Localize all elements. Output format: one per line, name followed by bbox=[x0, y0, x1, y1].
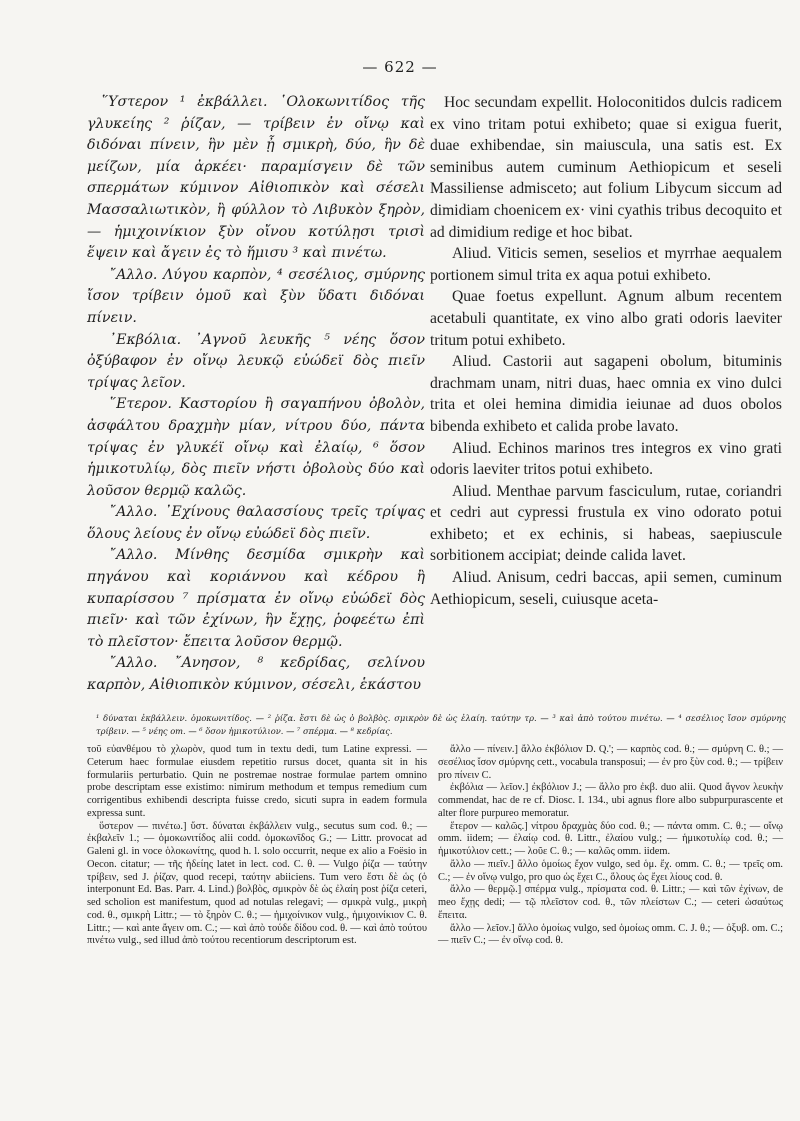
critical-note: ἄλλο — πιεῖν.] ἄλλο ὁμοίως ἔχον vulgo, sed ὁμ. ἔχ. omm. C. θ.; — τρεῖς om. C.; — ἐν οἴνῳ vulgo, pro quo ὡς ἔχει C., ὅλους ὡς ἔχει λίους cod. θ. bbox=[438, 858, 783, 883]
critical-note: ἐκβόλια — λεῖον.] ἐκβόλιον J.; — ἄλλο pro ἐκβ. duo alii. Quod ἄγνον λευκὴν commendat, hac de re cf. Diosc. I. 134., ubi agnus flore albo subpurpurascente et alter flore purpureo memoratur. bbox=[438, 782, 783, 819]
latin-paragraph: Aliud. Castorii aut sagapeni obolum, bituminis drachmam unam, nitri duas, haec omnia ex vino dulci trita et olei hemina dimidia ieiunae ad duos obolos bibenda exhibeto et calida probe lavato. bbox=[430, 353, 782, 435]
critical-note: ἄλλο — θερμῷ.] σπέρμα vulg., πρίσματα cod. θ. Littr.; — καὶ τῶν ἐχίνων, de meo ἔχῃς dedi; — τῷ πλεῖστον cod. θ., τῶν πλείστων C.; — ceteri ὡσαύτως ἔπειτα. bbox=[438, 884, 783, 921]
greek-paragraph: ῎Αλλο. ῎Ανησον, ⁸ κεδρίδας, σελίνου καρπὸν, Αἰθιοπικὸν κύμινον, σέσελι, ἑκάστου bbox=[87, 655, 425, 694]
critical-note: ἄλλο — λεῖον.] ἄλλο ὁμοίως vulgo, sed ὁμοίως omm. C. J. θ.; — ὀξυβ. om. C.; — πιεῖν C.; — ἐν οἴνῳ cod. θ. bbox=[438, 922, 783, 947]
greek-paragraph: ῎Αλλο. Λύγου καρπὸν, ⁴ σεσέλιος, σμύρνης ἴσον τρίβειν ὁμοῦ καὶ ξὺν ὕδατι διδόναι πίνειν. bbox=[87, 266, 425, 326]
greek-text-column bbox=[87, 92, 425, 697]
critical-notes-left bbox=[87, 744, 427, 948]
latin-paragraph: Hoc secundam expellit. Holoconitidos dulcis radicem ex vino tritam potui exhibeto; quae si exigua fuerit, duae exhibendae, sin maiuscula, una satis est. Ex seminibus autem cuminum Aethiopicum et seseli Massiliense admisceto; aut folium Libycum siccum ad dimidiam choenicem ex· vini cyathis tribus decoquito et ad dimidium redige et hoc bibat. bbox=[430, 94, 782, 241]
critical-note: ἄλλο — πίνειν.] ἄλλο ἐκβόλιον D. Q.'; — καρπὸς cod. θ.; — σμύρνη C. θ.; — σεσέλιος ἴσον σμύρνης cett., vocabula transposui; — ἐν pro ξὺν cod. θ.; — τρίβειν pro πίνειν C. bbox=[438, 744, 783, 781]
critical-note: τοῦ εὐανθέμου τὸ χλωρὸν, quod tum in textu dedi, tum Latine expressi. — Ceterum haec formulae eiusdem repetitio rursus docet, quanta sit in his formulariis perturbatio. Quin ne postremae nostrae formulae partem omnino probe descriptam esse existimo: nimirum methodum et tempus remedium cum corrigentibus exhibendi descripta fuisse credo, sicuti supra in eadem formula expressa sunt. bbox=[87, 744, 427, 819]
latin-paragraph: Aliud. Viticis semen, seselios et myrrhae aequalem portionem simul trita ex aqua potui exhibeto. bbox=[430, 245, 782, 284]
latin-paragraph: Aliud. Anisum, cedri baccas, apii semen, cuminum Aethiopicum, seseli, cuiusque aceta- bbox=[430, 569, 782, 608]
latin-paragraph: Aliud. Menthae parvum fasciculum, rutae, coriandri et cedri aut cypressi frustula ex vino odorato potui exhibeto; et ex echinis, si habeas, saepiuscule sorbitionem accipiat; deinde calida lavet. bbox=[430, 482, 782, 565]
greek-paragraph: ῞Ετερον. Καστορίου ἢ σαγαπήνου ὀβολὸν, ἀσφάλτου δραχμὴν μίαν, νίτρου δύο, πάντα τρίψας ἐν γλυκέϊ οἴνῳ καὶ ἐλαίῳ, ⁶ ὅσον ἡμικοτυλίῳ, δὸς πιεῖν νήστι ὀβολοὺς δύο καὶ λοῦσον θερμῷ καλῶς. bbox=[87, 396, 425, 499]
critical-note: ἕτερον — καλῶς.] νίτρου δραχμὰς δύο cod. θ.; — πάντα omm. C. θ.; — οἴνῳ omm. iidem; — ἐλαίῳ cod. θ. Littr., ἐλαίου vulg.; — ἡμικοτυλίῳ cod. θ.; — ἡμικοτύλιον cett.; — λοῦε C. θ.; — καλῶς omm. iidem. bbox=[438, 820, 783, 857]
page-number: — 622 — bbox=[362, 58, 438, 76]
greek-paragraph: ᾿Εκβόλια. ᾿Αγνοῦ λευκῆς ⁵ νέης ὅσον ὀξύβαφον ἐν οἴνῳ λευκῷ εὐώδεϊ δὸς πιεῖν τρίψας λεῖον. bbox=[87, 331, 425, 391]
critical-notes-right bbox=[438, 744, 783, 948]
greek-paragraph: ῎Αλλο. Μίνθης δεσμίδα σμικρὴν καὶ πηγάνου καὶ κοριάννου καὶ κέδρου ἢ κυπαρίσσου ⁷ πρίσματα ἐν οἴνῳ εὐώδεϊ δὸς πιεῖν· καὶ τῶν ἐχίνων, ἣν ἔχῃς, ῥοφεέτω ἐπὶ τὸ πλεῖστον· ἔπειτα λοῦσον θερμῷ. bbox=[87, 547, 425, 650]
greek-footnotes: ¹ δύναται ἐκβάλλειν. ὁμοκωνιτίδος. — ² ῥίζα. ἔστι δὲ ὡς ὁ βολβὸς. σμικρὸν δὲ ὡς ἐλαίη. ταύτην τρ. — ³ καὶ ἀπὸ τούτου πινέτω. — ⁴ σεσέλιος ἴσον σμύρνης τρίβειν. — ⁵ νέης om. — ⁶ ὅσον ἡμικοτύλιον. — ⁷ σπέρμα. — ⁸ κεδρίας. bbox=[96, 713, 786, 736]
latin-paragraph: Quae foetus expellunt. Agnum album recentem acetabuli quantitate, ex vino albo grati odoris laeviter tritum potui exhibeto. bbox=[430, 288, 782, 349]
critical-note: ὕστερον — πινέτω.] ὕστ. δύναται ἐκβάλλειν vulg., secutus sum cod. θ.; — ἐκβαλεῖν 1.; — ὁμοκωνιτίδος alii codd. ὁμοκωνῖδος G.; — Littr. provocat ad Galeni gl. in voce ὁλοκωνίτης, quod h. l. solo occurrit, neque ex alio a Foësio in Oecon. citatur; — τῆς ἡδείης latet in lect. cod. C. θ. — Vulgo ῥίζα — ταύτην τρίβειν, sed J. ῥίζαν, quod recepi, ταύτην abiiciens. Tum vero ἔστι δὲ ὡς (ὁ interponunt Ed. Bas. Parr. 4. Lind.) βολβὸς, σμικρὸν δὲ ὡς ἐλαίη post ῥίζα ceteri, sed scholion est manifestum, quod ad notulas relegavi; — σμικρὰ vulg., μικρὴ cod. θ., σμικρὴ Littr.; — τὸ ξηρὸν C. θ.; — ἡμιχοίνικον vulg., ἡμιχοινίκιον C. θ. Littr.; — καὶ ante ἄγειν om. C.; — καὶ ἀπὸ τούδε δίδου cod. θ. — καὶ ἀπὸ τούτου πινέτω vulg., sed illud ἀπὸ τούτου recentiorum descriptorum est. bbox=[87, 820, 427, 947]
latin-paragraph: Aliud. Echinos marinos tres integros ex vino grati odoris laeviter tritos potui exhibeto. bbox=[430, 439, 782, 479]
latin-text-column bbox=[430, 92, 782, 610]
greek-paragraph: ῞Υστερον ¹ ἐκβάλλει. ῾Ολοκωνιτίδος τῆς γλυκείης ² ῥίζαν, — τρίβειν ἐν οἴνῳ καὶ διδόναι πίνειν, ἣν μὲν ᾖ σμικρὴ, δύο, ἣν δὲ μείζων, μία ἀρκέει· παραμίσγειν δὲ τῶν σπερμάτων κύμινον Αἰθιοπικὸν καὶ σέσελι Μασσαλιωτικὸν, ἢ φύλλον τὸ Λιβυκὸν ξηρὸν, — ἡμιχοινίκιον ξὺν οἴνου κοτύλῃσι τρισὶ ἕψειν καὶ ἄγειν ἐς τὸ ἥμισυ ³ καὶ πινέτω. bbox=[87, 94, 425, 262]
greek-paragraph: ῎Αλλο. ᾿Εχίνους θαλασσίους τρεῖς τρίψας ὅλους λείους ἐν οἴνῳ εὐώδεϊ δὸς πιεῖν. bbox=[87, 504, 425, 542]
